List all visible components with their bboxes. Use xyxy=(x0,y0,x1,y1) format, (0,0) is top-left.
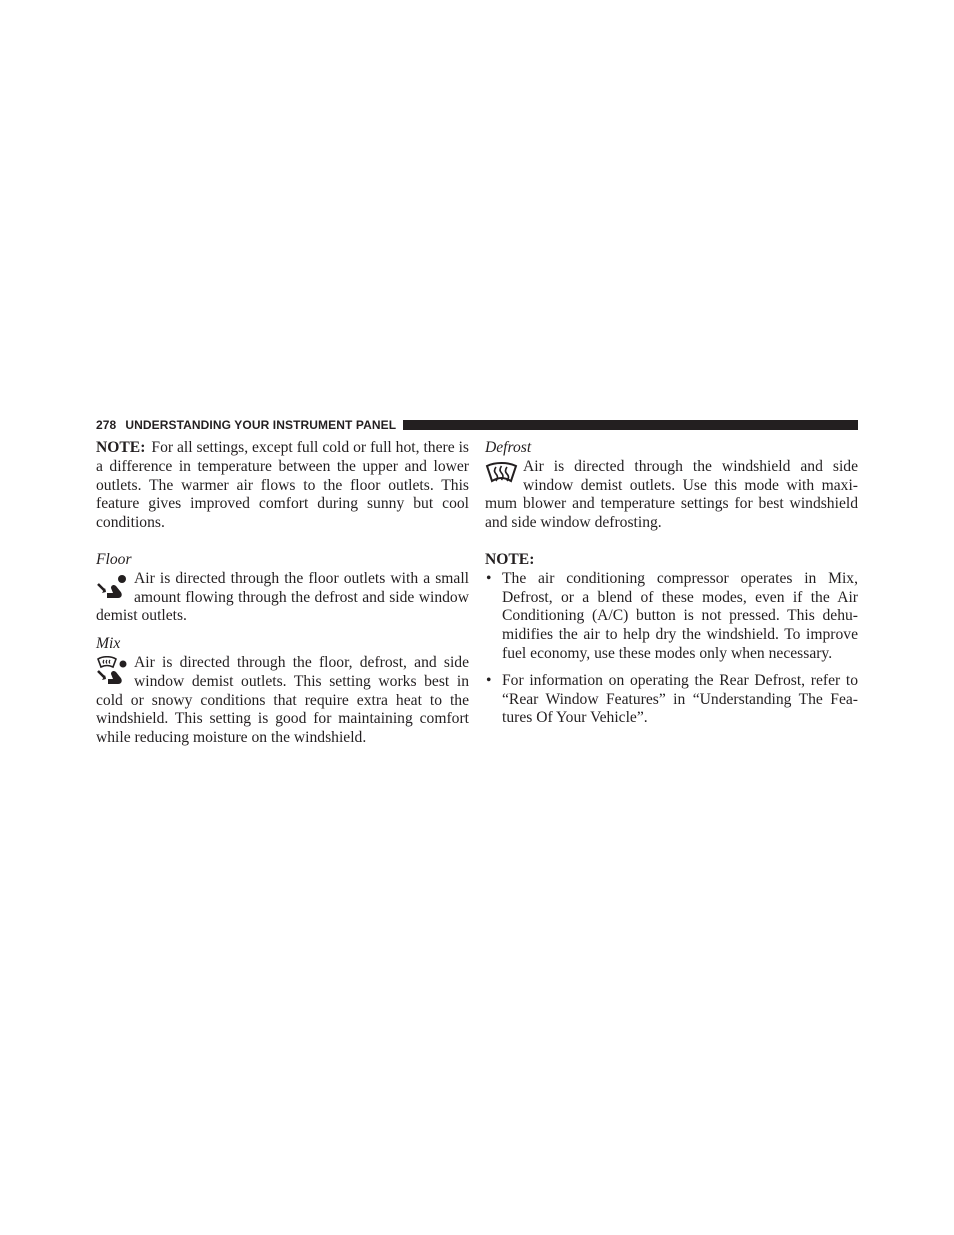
left-column xyxy=(96,439,469,748)
mix-section xyxy=(96,654,469,748)
mix-text: Air is directed through the floor, defrost, and side window demist outlets. This setting works best in cold or snowy conditions that require extra heat to the windshield. This setting is good for maintaining comfort while reducing moisture on the windshield. xyxy=(96,653,469,747)
defrost-section xyxy=(485,458,858,533)
bullet-text: The air conditioning compressor operates in Mix, Defrost, or a blend of these modes, even if the Air Conditioning (A/C) button is not pressed. This dehumidifies the air to help dry the windshield. To improve fuel economy, use these modes only when necessary. xyxy=(502,569,858,662)
mix-mode-icon xyxy=(96,656,129,688)
floor-heading: Floor xyxy=(96,550,132,568)
floor-mode-icon xyxy=(96,572,129,604)
floor-section xyxy=(96,570,469,626)
defrost-heading: Defrost xyxy=(485,439,532,456)
note-label: NOTE: xyxy=(96,439,146,456)
header-rule xyxy=(403,420,858,430)
page-number: 278 xyxy=(96,417,117,432)
bullet-text: For information on operating the Rear Defrost, refer to “Rear Window Features” in “Understanding The Features Of Your Vehicle”. xyxy=(502,671,858,727)
list-item xyxy=(485,570,858,664)
bullet-glyph: • xyxy=(486,671,492,689)
list-item xyxy=(485,672,858,728)
bullet-glyph: • xyxy=(486,569,492,587)
note-paragraph xyxy=(96,439,469,533)
defrost-text: Air is directed through the windshield and side window demist outlets. Use this mode with maximum blower and temperature settings for best windshield and side window defrosting. xyxy=(485,457,858,532)
note-heading: NOTE: xyxy=(485,550,535,568)
page-header xyxy=(96,417,858,432)
floor-text: Air is directed through the floor outlets with a small amount flowing through the defrost and side window demist outlets. xyxy=(96,569,469,625)
mix-heading: Mix xyxy=(96,635,121,653)
note-bullet-list xyxy=(485,570,858,728)
section-title: UNDERSTANDING YOUR INSTRUMENT PANEL xyxy=(125,417,397,432)
note-text: For all settings, except full cold or full hot, there is a difference in temperature between the upper and lower outlets. The warmer air flows to the floor outlets. This feature gives improved comfort during sunny but cool conditions. xyxy=(96,439,469,532)
right-column xyxy=(485,439,858,736)
defrost-mode-icon xyxy=(485,460,518,492)
